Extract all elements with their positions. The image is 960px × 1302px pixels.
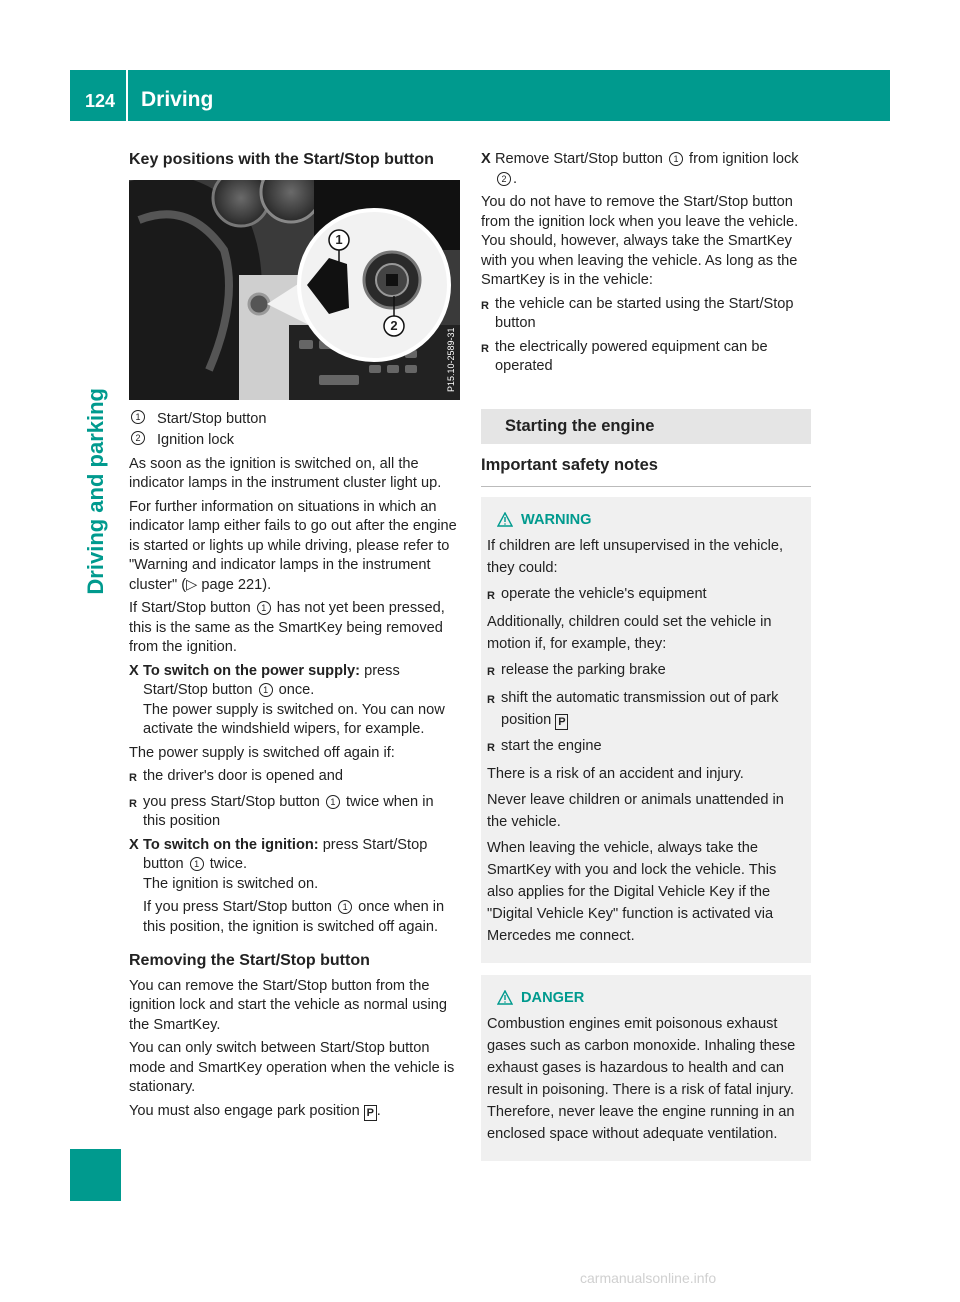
instruction-step: X Remove Start/Stop button 1 from ignition lock 2 . <box>481 151 799 187</box>
callout-2-label: 2 <box>390 317 398 333</box>
paragraph: The power supply is switched off again if: <box>129 744 395 761</box>
dashboard-illustration <box>129 180 460 400</box>
paragraph: You do not have to remove the Start/Stop button from the ignition lock when you leave the vehicle. You should, however, always take the SmartKey with you when leaving the vehicle. As long as the SmartKey is in the vehicle: <box>481 194 799 288</box>
legend-item-2: 2 Ignition lock <box>129 431 460 451</box>
list-item: R shift the automatic transmission out of park position P <box>487 689 779 728</box>
legend-item-1: 1 Start/Stop button <box>129 410 460 430</box>
list-item: R you press Start/Stop button 1 twice when in this position <box>129 793 434 829</box>
watermark: carmanualsonline.info <box>580 1270 717 1286</box>
figure-code: P15.10-2589-31 <box>446 326 456 392</box>
list-item: R the vehicle can be started using the Start/Stop button <box>481 295 794 331</box>
list-item: R release the parking brake <box>487 661 666 678</box>
list-item: R the driver's door is opened and <box>129 768 343 784</box>
paragraph: For further information on situations in which an indicator lamp either fails to go out after the engine is started or lights up while driving, please refer to "Warning and indicator lamps in the instrument cluster" (▷ page 221). <box>129 498 457 593</box>
chapter-title: Driving <box>141 88 214 111</box>
page-number: 124 <box>85 91 116 111</box>
instruction-step: X To switch on the ignition: press Start/Stop button 1 twice. The ignition is switched on. If you press Start/Stop button 1 once when in this position, the ignition is switched off again. <box>129 836 445 935</box>
paragraph: If Start/Stop button 1 has not yet been pressed, this is the same as the SmartKey being removed from the ignition. <box>129 600 445 655</box>
warning-header: WARNING <box>487 509 803 531</box>
header-divider <box>126 70 128 121</box>
list-item: R the electrically powered equipment can be operated <box>481 338 768 374</box>
danger-triangle-icon <box>497 990 513 1005</box>
side-tab-label: Driving and parking <box>83 388 108 595</box>
danger-header: DANGER <box>487 987 803 1009</box>
park-position-symbol: P <box>555 714 568 730</box>
paragraph: As soon as the ignition is switched on, all the indicator lamps in the instrument cluster light up. <box>129 455 442 491</box>
callout-1-label: 1 <box>335 231 343 247</box>
paragraph: You must also engage park position P . <box>129 1102 381 1119</box>
park-position-symbol: P <box>364 1105 377 1121</box>
list-item: R start the engine <box>487 737 602 754</box>
paragraph: You can remove the Start/Stop button from the ignition lock and start the vehicle as normal using the SmartKey. <box>129 977 447 1033</box>
dashboard-figure <box>129 180 460 400</box>
column-right <box>481 150 811 1173</box>
instruction-step: X To switch on the power supply: press Start/Stop button 1 once. The power supply is switched on. You can now activate the windshield wipers, for example. <box>129 662 445 737</box>
warning-triangle-icon <box>497 512 513 527</box>
section-heading: Starting the engine <box>481 409 811 445</box>
section-title: Key positions with the Start/Stop button <box>129 151 434 168</box>
list-item: R operate the vehicle's equipment <box>487 585 707 602</box>
subsection-heading: Important safety notes <box>481 456 811 487</box>
warning-box: WARNING If children are left unsupervised in the vehicle, they could: R operate the vehicle's equipment Additionally, children could set the vehicle in motion if, for example, they: R release the parking brake R shift the automatic transmission out of park position P R start the engine There is a risk of an accident and injury. Never leave children or animals unattended in the vehicle. When leaving the vehicle, always take the SmartKey with you and lock the vehicle. This also applies for the Digital Vehicle Key if the "Digital Vehicle Key" function is activated via Mercedes me connect. <box>481 497 811 963</box>
danger-box: DANGER Combustion engines emit poisonous exhaust gases such as carbon monoxide. Inhaling these exhaust gases is hazardous to health and can result in poisoning. There is a risk of fatal injury. Therefore, never leave the engine running in an enclosed space without adequate ventilation. <box>481 975 811 1161</box>
column-left <box>129 150 460 1125</box>
page-reference-link[interactable]: ▷ page 221 <box>186 576 263 593</box>
side-tab-block <box>70 1149 121 1201</box>
subsection-title: Removing the Start/Stop button <box>129 952 370 969</box>
paragraph: You can only switch between Start/Stop button mode and SmartKey operation when the vehicle is stationary. <box>129 1040 455 1095</box>
ignition-slot-small <box>249 294 269 314</box>
